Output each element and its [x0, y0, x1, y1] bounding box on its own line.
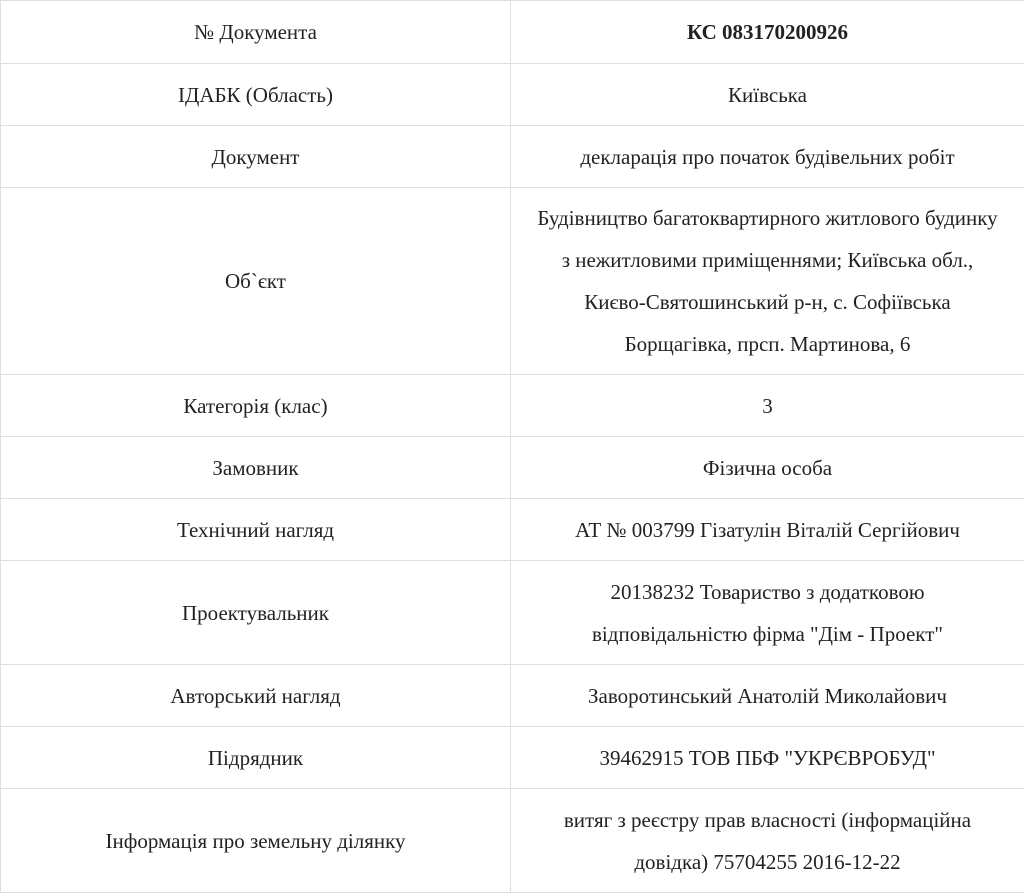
field-label: Технічний нагляд — [1, 499, 511, 561]
table-row — [1, 188, 1024, 375]
field-label: Інформація про земельну ділянку — [1, 789, 511, 893]
field-label: Проектувальник — [1, 561, 511, 665]
table-row — [1, 789, 1024, 893]
field-label: Документ — [1, 126, 511, 188]
field-value: 3 — [511, 375, 1024, 437]
table-row — [1, 665, 1024, 727]
table-row — [1, 437, 1024, 499]
table-row — [1, 126, 1024, 188]
field-value: декларація про початок будівельних робіт — [511, 126, 1024, 188]
table-row — [1, 499, 1024, 561]
field-label: Об`єкт — [1, 188, 511, 375]
field-value: Заворотинський Анатолій Миколайович — [511, 665, 1024, 727]
field-value: витяг з реєстру прав власності (інформаційна довідка) 75704255 2016-12-22 — [511, 789, 1024, 893]
table-row — [1, 727, 1024, 789]
field-label: № Документа — [1, 1, 511, 64]
table-row — [1, 561, 1024, 665]
field-value: 20138232 Товариство з додатковою відповідальністю фірма "Дім - Проект" — [511, 561, 1024, 665]
field-value: Фізична особа — [511, 437, 1024, 499]
field-label: Замовник — [1, 437, 511, 499]
field-value: 39462915 ТОВ ПБФ "УКРЄВРОБУД" — [511, 727, 1024, 789]
table-row — [1, 1, 1024, 64]
field-value: Будівництво багатоквартирного житлового будинку з нежитловими приміщеннями; Київська обл., Києво-Святошинський р-н, с. Софіївська Борщагівка, прсп. Мартинова, 6 — [511, 188, 1024, 375]
field-value: АТ № 003799 Гізатулін Віталій Сергійович — [511, 499, 1024, 561]
table-row — [1, 64, 1024, 126]
field-label: ІДАБК (Область) — [1, 64, 511, 126]
table-row — [1, 375, 1024, 437]
field-label: Категорія (клас) — [1, 375, 511, 437]
field-label: Авторський нагляд — [1, 665, 511, 727]
field-value: Київська — [511, 64, 1024, 126]
field-value: КС 083170200926 — [511, 1, 1024, 64]
field-label: Підрядник — [1, 727, 511, 789]
